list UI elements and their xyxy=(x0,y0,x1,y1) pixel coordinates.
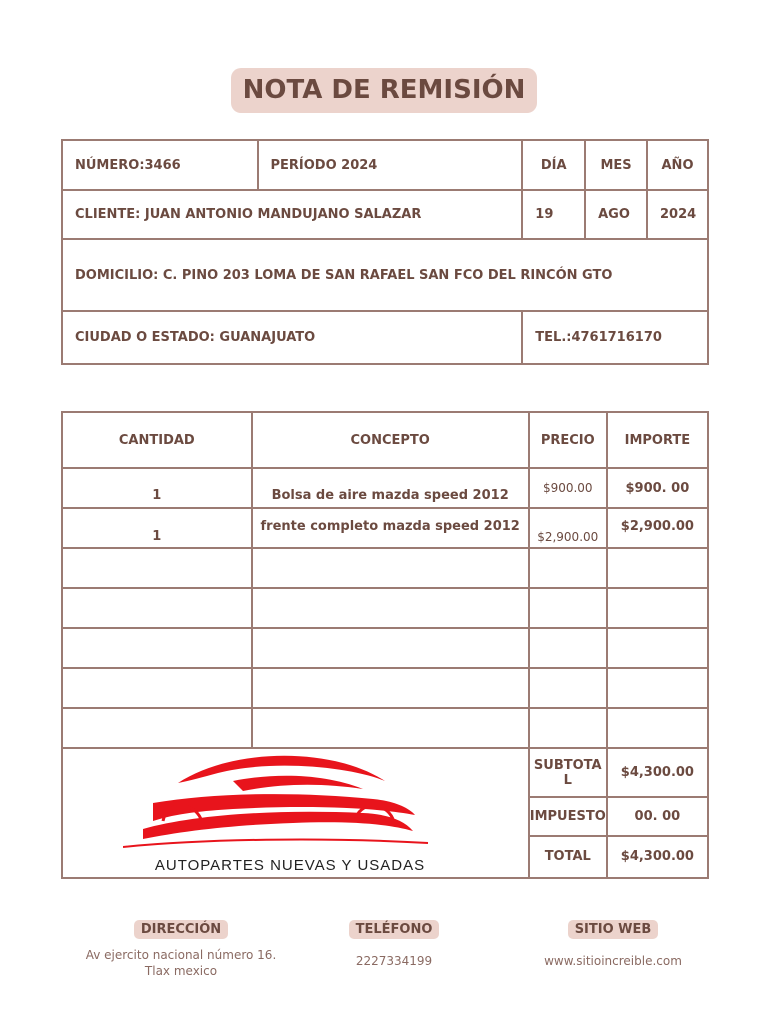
web-text: www.sitioincreible.com xyxy=(544,954,682,968)
row-importe: $2,900.00 xyxy=(607,508,708,548)
anio-label: AÑO xyxy=(647,140,708,190)
row-concepto: Bolsa de aire mazda speed 2012 xyxy=(252,468,529,508)
row-concepto: frente completo mazda speed 2012 xyxy=(252,508,529,548)
row-precio: $2,900.00 xyxy=(529,508,607,548)
row-precio: $900.00 xyxy=(529,468,607,508)
ciudad-cell: CIUDAD O ESTADO: GUANAJUATO xyxy=(62,311,522,364)
header-precio: PRECIO xyxy=(529,412,607,468)
header-concepto: CONCEPTO xyxy=(252,412,529,468)
empty-row xyxy=(62,628,708,668)
footer-telefono xyxy=(294,918,494,969)
title-wrapper xyxy=(0,68,768,113)
impuesto-label: IMPUESTO xyxy=(529,797,607,835)
dia-value: 19 xyxy=(522,190,585,239)
cliente-cell: CLIENTE: JUAN ANTONIO MANDUJANO SALAZAR xyxy=(62,190,522,239)
empty-row xyxy=(62,708,708,748)
header-cantidad: CANTIDAD xyxy=(62,412,252,468)
impuesto-value: 00. 00 xyxy=(607,797,708,835)
empty-row xyxy=(62,548,708,588)
total-label: TOTAL xyxy=(529,836,607,878)
subtotal-value: $4,300.00 xyxy=(607,748,708,797)
header-importe: IMPORTE xyxy=(607,412,708,468)
web-label: SITIO WEB xyxy=(568,920,659,939)
client-info-table xyxy=(61,139,709,365)
items-header-row xyxy=(62,412,708,468)
logo-cell xyxy=(62,748,529,878)
car-window xyxy=(233,776,363,791)
direccion-text: Av ejercito nacional número 16. Tlax mexico xyxy=(85,948,277,978)
tel-cell: TEL.:4761716170 xyxy=(522,311,708,364)
empty-row xyxy=(62,668,708,708)
row-cantidad: 1 xyxy=(62,508,252,548)
row-cantidad: 1 xyxy=(62,468,252,508)
car-logo-icon xyxy=(123,751,433,851)
footer-direccion xyxy=(81,918,281,979)
telefono-label: TELÉFONO xyxy=(349,920,440,939)
dia-label: DÍA xyxy=(522,140,585,190)
direccion-label: DIRECCIÓN xyxy=(134,920,228,939)
periodo-cell: PERÍODO 2024 xyxy=(258,140,523,190)
empty-row xyxy=(62,588,708,628)
logo-caption: AUTOPARTES NUEVAS Y USADAS xyxy=(154,857,426,874)
numero-cell: NÚMERO:3466 xyxy=(62,140,258,190)
domicilio-cell: DOMICILIO: C. PINO 203 LOMA DE SAN RAFAEL SAN FCO DEL RINCÓN GTO xyxy=(62,239,708,311)
subtotal-label: SUBTOTA L xyxy=(529,748,607,797)
mes-label: MES xyxy=(585,140,647,190)
mes-value: AGO xyxy=(585,190,647,239)
page-title: NOTA DE REMISIÓN xyxy=(231,68,538,113)
table-row xyxy=(62,468,708,508)
car-underline xyxy=(123,840,428,847)
telefono-text: 2227334199 xyxy=(355,954,433,968)
car-body-line xyxy=(143,812,413,839)
items-table xyxy=(61,411,709,879)
row-importe: $900. 00 xyxy=(607,468,708,508)
anio-value: 2024 xyxy=(647,190,708,239)
footer-web xyxy=(513,918,713,969)
table-row xyxy=(62,508,708,548)
total-value: $4,300.00 xyxy=(607,836,708,878)
